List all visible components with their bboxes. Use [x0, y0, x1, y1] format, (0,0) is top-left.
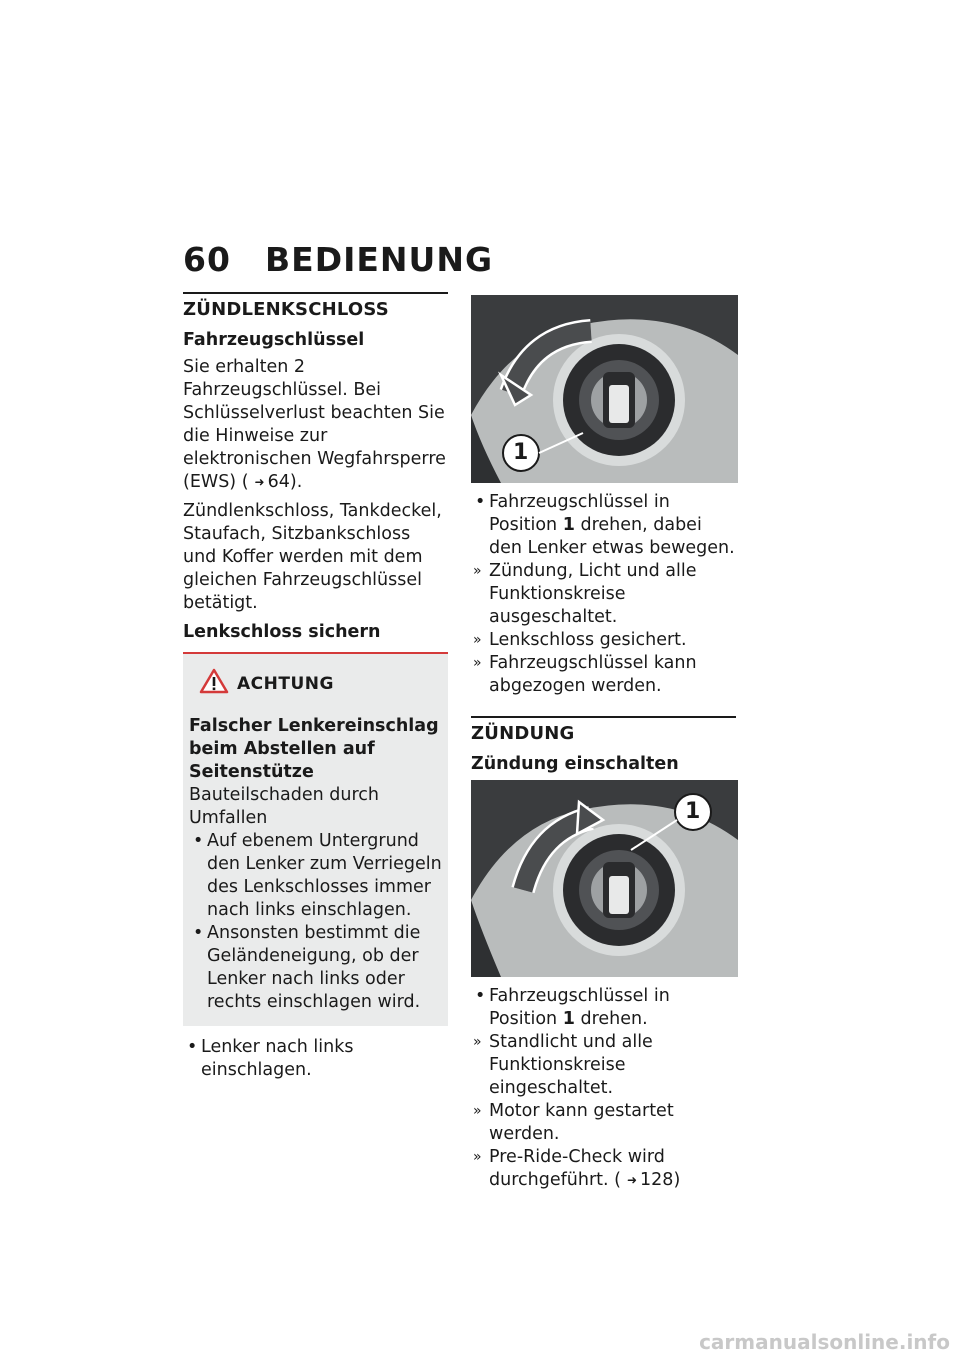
list-item: • Auf ebenem Untergrund den Lenker zum Verriegeln des Lenkschlosses immer nach links einschlagen. [189, 830, 442, 922]
subsection-lenkschloss-sichern: Lenkschloss sichern [183, 622, 381, 642]
warning-title: ACHTUNG [237, 674, 334, 694]
section-title-zuendlenkschloss: ZÜNDLENKSCHLOSS [183, 292, 448, 321]
list-item: » Zündung, Licht und alle Funktionskreise ausgeschaltet. [471, 560, 736, 629]
page-header [183, 240, 493, 279]
figure-callout-1: 1 [513, 440, 529, 465]
list-item [471, 985, 736, 1031]
warning-heading: Falscher Lenkereinschlag beim Abstellen auf Seitenstütze [189, 716, 439, 782]
list-item [471, 1146, 736, 1192]
right-column [471, 295, 736, 1192]
step-list [471, 985, 736, 1192]
warning-header [199, 668, 442, 701]
subsection-zuendung-einschalten: Zündung einschalten [471, 754, 679, 774]
list-item [471, 491, 736, 560]
left-column [183, 292, 448, 1082]
warning-bullet-list [189, 830, 442, 1014]
watermark: carmanualsonline.info [699, 1330, 950, 1354]
page-title: BEDIENUNG [265, 240, 494, 279]
step-list [471, 491, 736, 698]
paragraph-lock-info: Zündlenkschloss, Tankdeckel, Staufach, Sitzbankschloss und Koffer werden mit dem gleichen Fahrzeugschlüssel betätigt. [183, 501, 442, 613]
page-reference-arrow-icon: ➜ [254, 475, 265, 489]
position-number: 1 [562, 1009, 575, 1029]
step-text: Fahrzeugschlüssel in Position [489, 986, 670, 1029]
warning-box [183, 652, 448, 1026]
list-item: • Ansonsten bestimmt die Geländeneigung, ob der Lenker nach links oder rechts einschlagen wird. [189, 922, 442, 1014]
figure-callout-1: 1 [685, 799, 701, 824]
step-text-suffix: drehen. [580, 1009, 648, 1029]
ignition-on-figure [471, 780, 738, 977]
page-number: 60 [183, 240, 231, 279]
list-item: » Motor kann gestartet werden. [471, 1100, 736, 1146]
paragraph-key-text: Sie erhalten 2 Fahrzeugschlüssel. Bei Schlüsselverlust beachten Sie die Hinweise zur elektronischen Wegfahrsperre (EWS) [183, 357, 446, 492]
page-reference[interactable]: ( ➜ 64). [241, 472, 303, 492]
step-text-suffix: drehen, dabei den Lenker etwas bewegen. [489, 515, 735, 558]
paragraph-key-info [183, 356, 448, 494]
list-item: • Lenker nach links einschlagen. [183, 1036, 448, 1082]
step-text: Fahrzeugschlüssel in Position [489, 492, 670, 535]
page-reference-number: 64 [267, 472, 290, 492]
list-item: » Standlicht und alle Funktionskreise eingeschaltet. [471, 1031, 736, 1100]
page-reference-number: 128 [640, 1170, 674, 1190]
list-item: » Lenkschloss gesichert. [471, 629, 736, 652]
subsection-fahrzeugschluessel: Fahrzeugschlüssel [183, 330, 365, 350]
list-item: » Fahrzeugschlüssel kann abgezogen werden. [471, 652, 736, 698]
result-text: Pre-Ride-Check wird durchgeführt. [489, 1147, 665, 1190]
page-reference[interactable]: ( ➜ 128) [614, 1170, 681, 1190]
warning-text: Bauteilschaden durch Umfallen [189, 785, 379, 828]
position-number: 1 [562, 515, 575, 535]
page-reference-arrow-icon: ➜ [626, 1173, 638, 1187]
step-list [183, 1036, 448, 1082]
ignition-lock-figure [471, 295, 738, 483]
warning-triangle-icon [199, 668, 229, 701]
section-title-zuendung: ZÜNDUNG [471, 716, 736, 745]
